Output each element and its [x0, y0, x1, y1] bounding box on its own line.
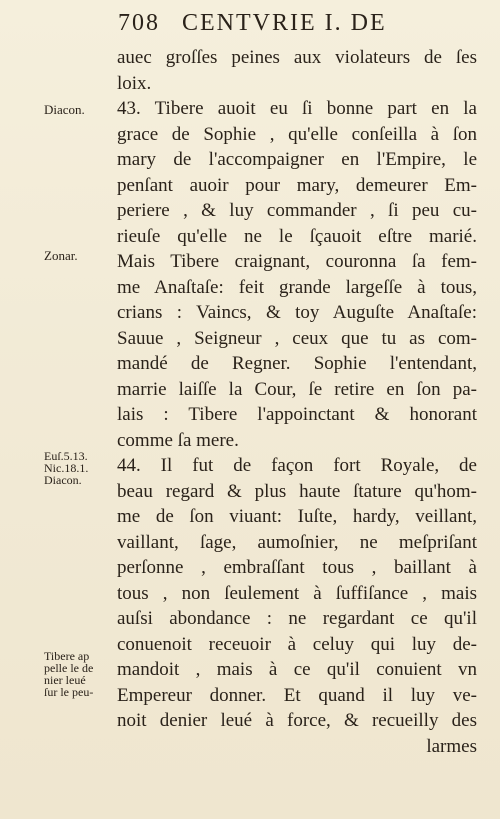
text-line: vaillant, ſage, aumoſnier, ne meſpriſant	[117, 531, 477, 553]
text-line: lais : Tibere l'appoinctant & honorant	[117, 404, 477, 425]
note-line: Tibere ap	[44, 649, 90, 663]
text-line: rieuſe qu'elle ne le ſçauoit eſtre marié.	[117, 225, 477, 247]
page-header	[118, 10, 480, 37]
text-line: mandé de Regner. Sophie l'entendant,	[117, 353, 477, 374]
page-number: 708	[118, 10, 160, 36]
margin-note-zonar: Zonar.	[44, 248, 78, 263]
margin-note-diacon: Diacon.	[44, 102, 85, 117]
text-line: penſant auoir pour mary, demeurer Em-	[117, 174, 477, 196]
text-line: noit denier leué à force, & recueilly des	[117, 710, 477, 731]
note-line: nier leué	[44, 673, 86, 687]
reference-line: Euſ.5.13.	[44, 449, 88, 463]
text-line: beau regard & plus haute ſtature qu'hom-	[117, 480, 477, 502]
running-title: CENTVRIE I. DE	[182, 10, 387, 36]
note-line: pelle le de	[44, 661, 94, 675]
text-line: mary de l'accompaigner en l'Empire, le	[117, 149, 477, 170]
text-line: Sauue , Seigneur , ceux que tu as com-	[117, 327, 477, 349]
text-line: periere , & luy commander , ſi peu cu-	[117, 200, 477, 221]
text-line: 44. Il fut de façon fort Royale, de	[117, 455, 477, 476]
text-line: conuenoit receuoir à celuy qui luy de-	[117, 633, 477, 655]
text-line: marrie laiſſe la Cour, ſe retire en ſon pa-	[117, 378, 477, 400]
text-line: auec groſſes peines aux violateurs de ſes	[117, 47, 477, 68]
text-line: grace de Sophie , qu'elle conſeilla à ſon	[117, 123, 477, 145]
text-line: loix.	[117, 72, 152, 94]
text-line: me de ſon viuant: Iuſte, hardy, veillant,	[117, 506, 477, 527]
text-line: crians : Vaincs, & toy Auguſte Anaſtaſe:	[117, 302, 477, 323]
text-line: larmes	[426, 735, 477, 757]
text-line: Empereur donner. Et quand il luy ve-	[117, 684, 477, 706]
text-line: auſsi abondance : ne regardant ce qu'il	[117, 608, 477, 629]
margin-note-tibere	[44, 650, 93, 698]
text-line: me Anaſtaſe: feit grande largeſſe à tous,	[117, 276, 477, 298]
text-line: Mais Tibere craignant, couronna ſa fem-	[117, 251, 477, 272]
text-line: 43. Tibere auoit eu ſi bonne part en la	[117, 98, 477, 119]
text-line: perſonne , embraſſant tous , baillant à	[117, 557, 477, 578]
text-line: tous , non ſeulement à ſuffiſance , mais	[117, 582, 477, 604]
body-text	[117, 45, 477, 759]
reference-line: Nic.18.1.	[44, 461, 89, 475]
text-line: mandoit , mais à ce qu'il conuient vn	[117, 659, 477, 680]
margin-note-references	[44, 450, 88, 486]
reference-line: Diacon.	[44, 473, 82, 487]
note-line: ſur le peu-	[44, 685, 94, 699]
text-line: comme ſa mere.	[117, 429, 239, 451]
